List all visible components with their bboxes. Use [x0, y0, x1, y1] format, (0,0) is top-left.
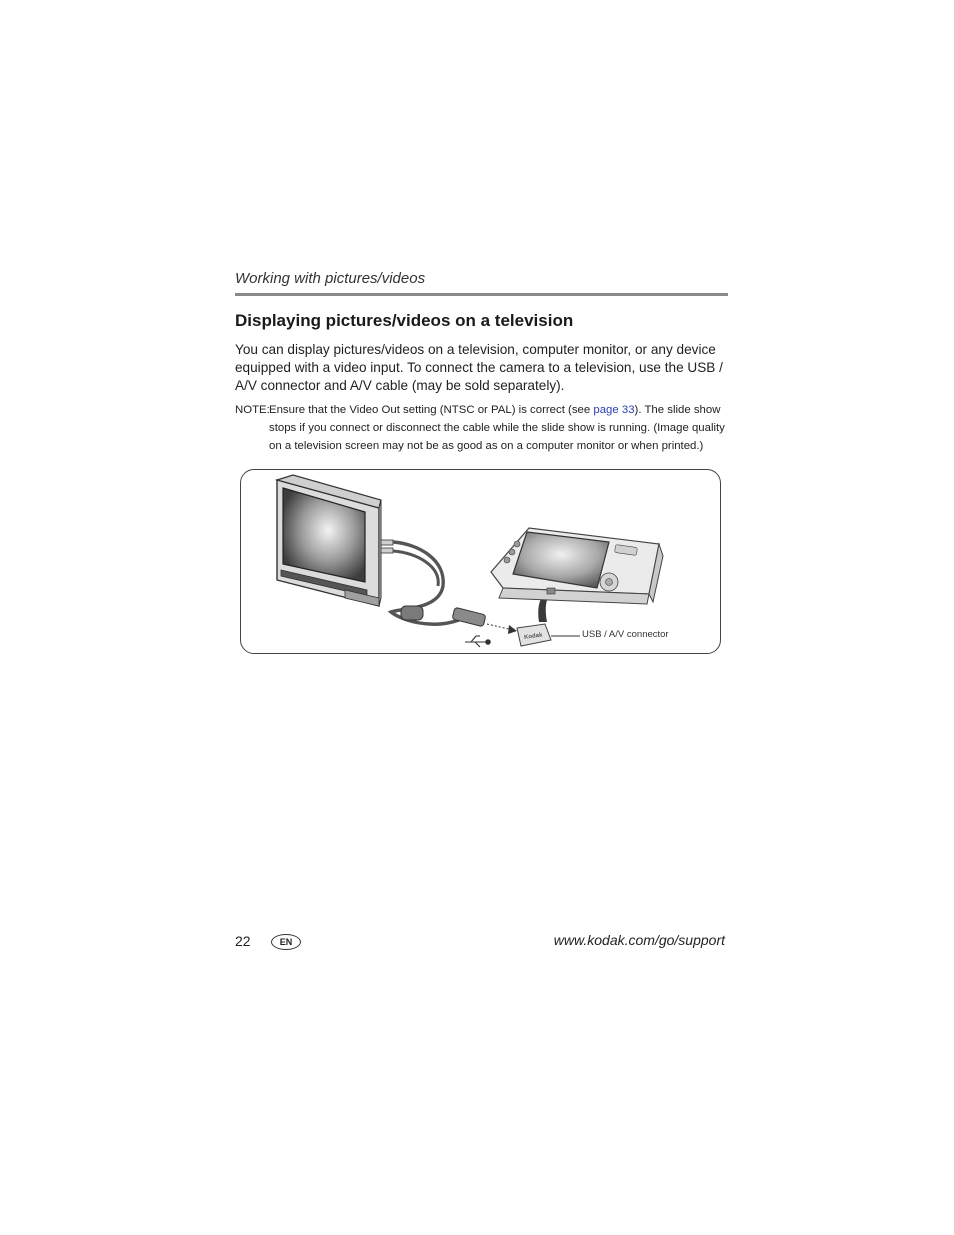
connector-brand-label: Kodak	[523, 632, 543, 641]
note-text-after-link: ). The slide show stops if you connect or disconnect the cable while the slide show is running. (Image quality on a television screen may not be as good as on a computer monitor or when printed.)	[269, 404, 725, 452]
body-paragraph: You can display pictures/videos on a television, computer monitor, or any device equipped with a video input. To connect the camera to a television, use the USB / A/V connector and A/V cable (may be sold separately).	[235, 342, 723, 393]
tv-connection-figure	[240, 469, 721, 654]
page-33-link[interactable]: page 33	[593, 404, 635, 416]
television-icon	[277, 475, 381, 606]
support-url[interactable]: www.kodak.com/go/support	[553, 932, 725, 948]
usb-plug-icon	[452, 607, 517, 634]
usb-av-connector-icon	[517, 624, 580, 646]
section-title: Displaying pictures/videos on a television	[235, 311, 574, 330]
note-text	[269, 401, 730, 455]
note-label: NOTE:	[235, 404, 270, 416]
usb-symbol-icon	[465, 636, 490, 647]
ferrite-bead-icon	[401, 606, 423, 620]
page-number: 22	[235, 933, 251, 949]
header-rule	[235, 293, 728, 296]
connection-illustration	[241, 470, 721, 654]
av-plugs-icon	[381, 540, 393, 553]
language-badge: EN	[271, 934, 301, 950]
camera-icon	[491, 528, 663, 604]
running-header: Working with pictures/videos	[235, 270, 426, 287]
note-text-before-link: Ensure that the Video Out setting (NTSC or PAL) is correct (see	[269, 404, 594, 416]
connector-callout-label: USB / A/V connector	[582, 629, 669, 640]
